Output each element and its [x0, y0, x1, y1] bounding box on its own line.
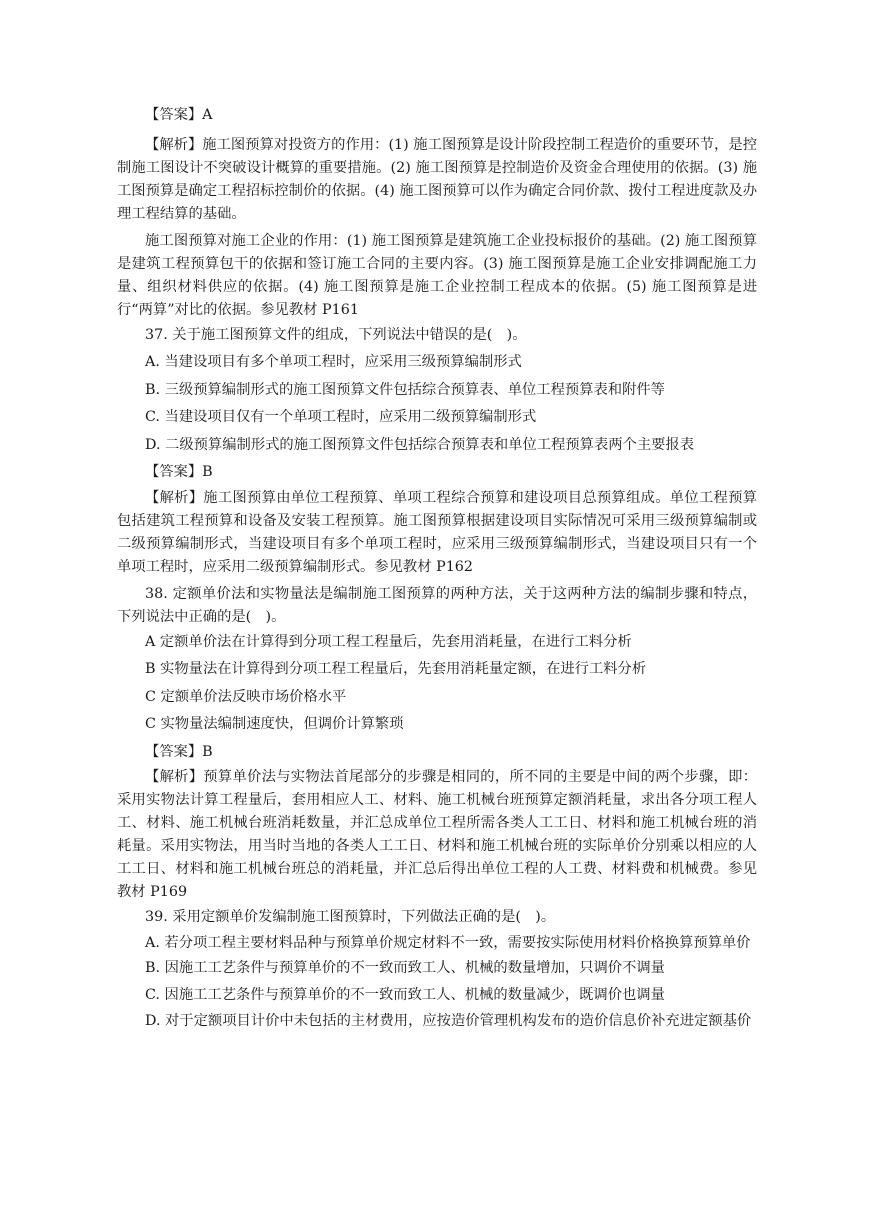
question-37-option-b: B. 三级预算编制形式的施工图预算文件包括综合预算表、单位工程预算表和附件等: [145, 381, 665, 398]
question-38-option-b: B 实物量法在计算得到分项工程工程量后，先套用消耗量定额，在进行工料分析: [145, 661, 647, 677]
question-37: 37. 关于施工图预算文件的组成，下列说法中错误的是( )。: [145, 326, 527, 343]
analysis-q38: 【解析】预算单价法与实物法首尾部分的步骤是相同的，所不同的主要是中间的两个步骤，即：采用实物法计算工程量后，套用相应人工、材料、施工机械台班预算定额消耗量，求出各分项工程人工、材料、施工机械台班消耗数量，并汇总成单位工程所需各类人工工日、材料和施工机械台班的消耗量。采用实物法，用当时当地的各类人工工日、材料和施工机械台班的实际单价分别乘以相应的人工工日、材料和施工机械台班总的消耗量，并汇总后得出单位工程的人工费、材料费和机械费。参见教材 P169: [117, 769, 757, 900]
answer-label-q36: 【答案】A: [145, 107, 213, 123]
question-38-option-a: A 定额单价法在计算得到分项工程工程量后，先套用消耗量，在进行工料分析: [145, 633, 632, 650]
question-39: 39. 采用定额单价发编制施工图预算时，下列做法正确的是( )。: [145, 909, 556, 925]
question-37-option-a: A. 当建设项目有多个单项工程时，应采用三级预算编制形式: [145, 354, 522, 370]
question-39-option-c: C. 因施工工艺条件与预算单价的不一致而致工人、机械的数量减少，既调价也调量: [145, 987, 665, 1003]
question-38: 38. 定额单价法和实物量法是编制施工图预算的两种方法，关于这两种方法的编制步骤和特点，下列说法中正确的是( )。: [117, 585, 757, 625]
question-38-option-d: C 实物量法编制速度快，但调价计算繁琐: [145, 716, 404, 732]
document-page: [117, 102, 757, 1033]
analysis-q37: 【解析】施工图预算由单位工程预算、单项工程综合预算和建设项目总预算组成。单位工程预算包括建筑工程预算和设备及安装工程预算。施工图预算根据建设项目实际情况可采用三级预算编制或二级预算编制形式，当建设项目有多个单项工程时，应采用三级预算编制形式，当建设项目只有一个单项工程时，应采用二级预算编制形式。参见教材 P162: [117, 489, 757, 575]
answer-label-q38: 【答案】B: [145, 743, 213, 760]
question-39-option-a: A. 若分项工程主要材料品种与预算单价规定材料不一致，需要按实际使用材料价格换算预算单价: [145, 934, 751, 951]
question-37-option-d: D. 二级预算编制形式的施工图预算文件包括综合预算表和单位工程预算表两个主要报表: [145, 436, 695, 453]
analysis-q36-contractor: 施工图预算对施工企业的作用：(1) 施工图预算是建筑施工企业投标报价的基础。(2) 施工图预算是建筑工程预算包干的依据和签订施工合同的主要内容。(3) 施工图预算是施工企业安排调配施工力量、组织材料供应的依据。(4) 施工图预算是施工企业控制工程成本的依据。(5) 施工图预算是进行“两算”对比的依据。参见教材 P161: [117, 232, 757, 318]
answer-label-q37: 【答案】B: [145, 464, 213, 480]
question-39-option-d: D. 对于定额项目计价中未包括的主材费用，应按造价管理机构发布的造价信息价补充进定额基价: [145, 1012, 752, 1029]
question-37-option-c: C. 当建设项目仅有一个单项工程时，应采用二级预算编制形式: [145, 409, 537, 425]
question-39-option-b: B. 因施工工艺条件与预算单价的不一致而致工人、机械的数量增加，只调价不调量: [145, 959, 665, 976]
analysis-q36-investor: 【解析】施工图预算对投资方的作用：(1) 施工图预算是设计阶段控制工程造价的重要环节，是控制施工图设计不突破设计概算的重要措施。(2) 施工图预算是控制造价及资金合理使用的依据。(3) 施工图预算是确定工程招标控制价的依据。(4) 施工图预算可以作为确定合同价款、拨付工程进度款及办理工程结算的基础。: [117, 136, 757, 222]
question-38-option-c: C 定额单价法反映市场价格水平: [145, 688, 347, 705]
